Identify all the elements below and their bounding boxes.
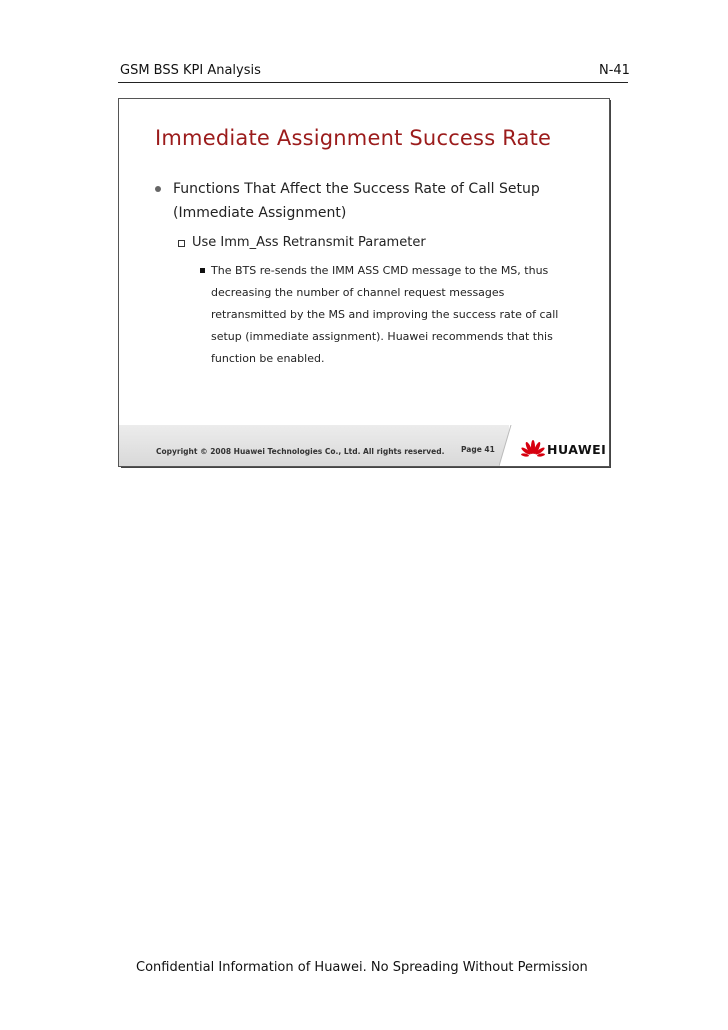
document-title: GSM BSS KPI Analysis: [120, 63, 261, 78]
slide-copyright: Copyright © 2008 Huawei Technologies Co., Ltd. All rights reserved.: [156, 447, 445, 456]
square-outline-bullet-icon: [178, 240, 185, 247]
page-code: N-41: [599, 63, 630, 78]
bullet-level-1: [173, 177, 593, 225]
bullet-level-3: [211, 260, 581, 370]
round-bullet-icon: [155, 186, 161, 192]
bullet-level-2: [192, 234, 426, 252]
huawei-logo: [521, 439, 607, 461]
huawei-petals-icon: [521, 439, 545, 459]
logo-panel-slant: [499, 425, 521, 466]
bullet-level-1-text: Functions That Affect the Success Rate of Call Setup (Immediate Assignment): [173, 181, 540, 221]
square-bullet-icon: [200, 268, 205, 273]
slide-page-number: Page 41: [461, 445, 495, 454]
slide-frame: [118, 98, 610, 467]
bullet-level-3-text: The BTS re-sends the IMM ASS CMD message to the MS, thus decreasing the number of channel request messages retransmitted by the MS and improving the success rate of call setup (immediate assignment). Huawei recommends that this function be enabled.: [211, 264, 559, 365]
bullet-level-2-text: Use Imm_Ass Retransmit Parameter: [192, 235, 426, 250]
header-divider: [118, 82, 628, 83]
confidential-notice: Confidential Information of Huawei. No Spreading Without Permission: [136, 960, 588, 975]
huawei-logo-text: HUAWEI: [547, 442, 607, 457]
slide-title: Immediate Assignment Success Rate: [155, 126, 552, 150]
